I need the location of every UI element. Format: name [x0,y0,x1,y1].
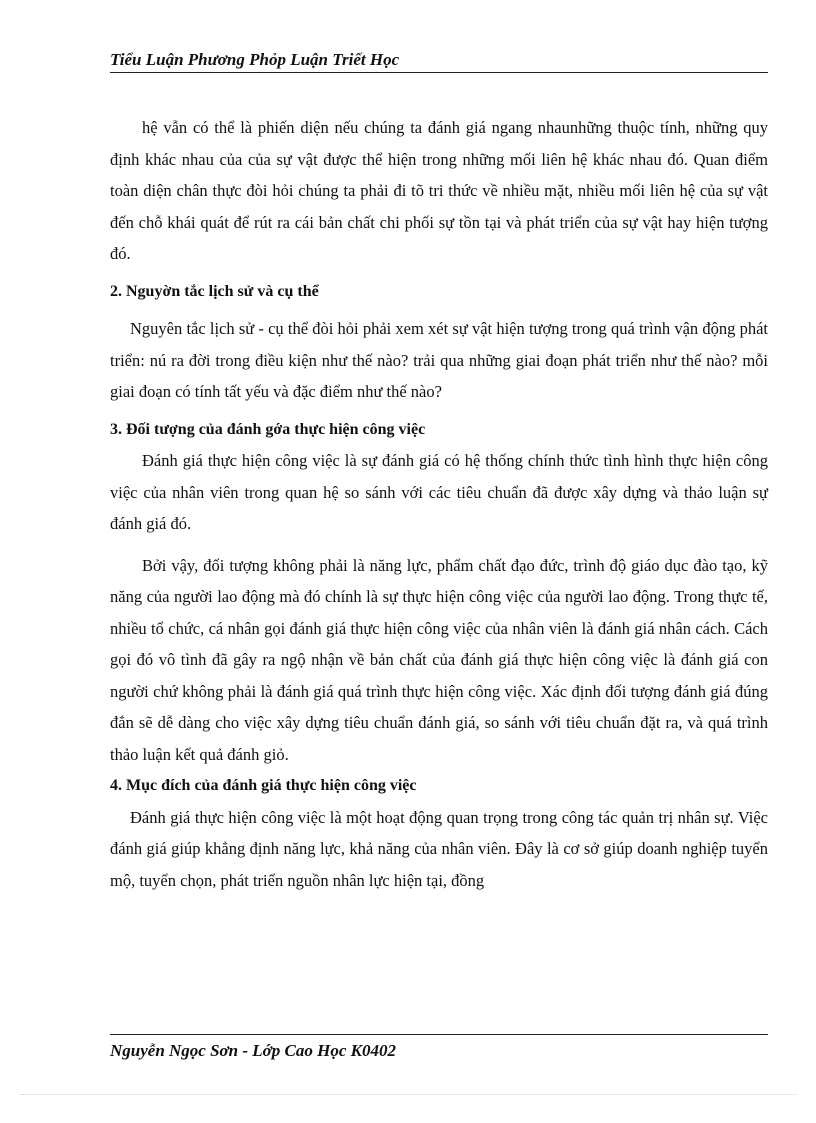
heading-2: 2. Nguyờn tắc lịch sử và cụ thể [110,282,319,300]
page-edge-line [20,1094,796,1095]
paragraph-2: Nguyên tắc lịch sử - cụ thể đòi hỏi phải xem xét sự vật hiện tượng trong quá trình vận động phát triển: nú ra đời trong điều kiện như thế nào? trải qua những giai đoạn phát triển như thế nào? mỗi giai đoạn có tính tất yếu và đặc điểm như thế nào? [110,319,768,401]
heading-3: 3. Đối tượng của đánh gớa thực hiện công việc [110,420,426,438]
page-header [110,50,768,73]
footer-author: Nguyễn Ngọc Sơn - Lớp Cao Học K0402 [110,1041,396,1060]
paragraph-5: Đánh giá thực hiện công việc là một hoạt động quan trọng trong công tác quản trị nhân sự. Việc đánh giá giúp khẳng định năng lực, khả năng của nhân viên. Đây là cơ sở giúp doanh nghiệp tuyển mộ, tuyển chọn, phát triển nguồn nhân lực hiện tại, đồng [110,807,768,890]
document-body [110,112,768,896]
paragraph-3: Đánh giá thực hiện công việc là sự đánh giá có hệ thống chính thức tình hình thực hiện công việc của nhân viên trong quan hệ so sánh với các tiêu chuẩn đã được xây dựng và thảo luận sự đánh giá đó. [110,451,768,533]
paragraph-1: hệ vẫn có thể là phiến diện nếu chúng ta đánh giá ngang nhaunhững thuộc tính, những quy định khác nhau của của sự vật được thể hiện trong những mối liên hệ khác nhau đó. Quan điểm toàn diện chân thực đòi hỏi chúng ta phải đi tõ tri thức về nhiều mặt, nhiều mối liên hệ của sự vật đến chỗ khái quát để rút ra cái bản chất chi phối sự tồn tại và phát triển của sự vật hay hiện tượng đó. [110,118,768,263]
heading-4: 4. Mục đích của đánh giá thực hiện công việc [110,777,417,794]
header-title: Tiểu Luận Phương Phỏp Luận Triết Học [110,50,400,69]
page-footer [110,1034,768,1061]
paragraph-4: Bởi vậy, đối tượng không phải là năng lực, phẩm chất đạo đức, trình độ giáo dục đào tạo, kỹ năng của người lao động mà đó chính là sự thực hiện công việc của người lao động. Trong thực tế, nhiều tổ chức, cá nhân gọi đánh giá thực hiện công việc của nhân viên là đánh giá nhân cách. Cách gọi đó vô tình đã gây ra ngộ nhận về bản chất của đánh giá thực hiện công việc là đánh giá con người chứ không phải là đánh giá quá trình thực hiện công việc. Xác định đối tượng đánh giá đúng đắn sẽ dễ dàng cho việc xây dựng tiêu chuẩn đánh giá, so sánh với tiêu chuẩn đặt ra, và quá trình thảo luận kết quả đánh giỏ. [110,555,768,764]
